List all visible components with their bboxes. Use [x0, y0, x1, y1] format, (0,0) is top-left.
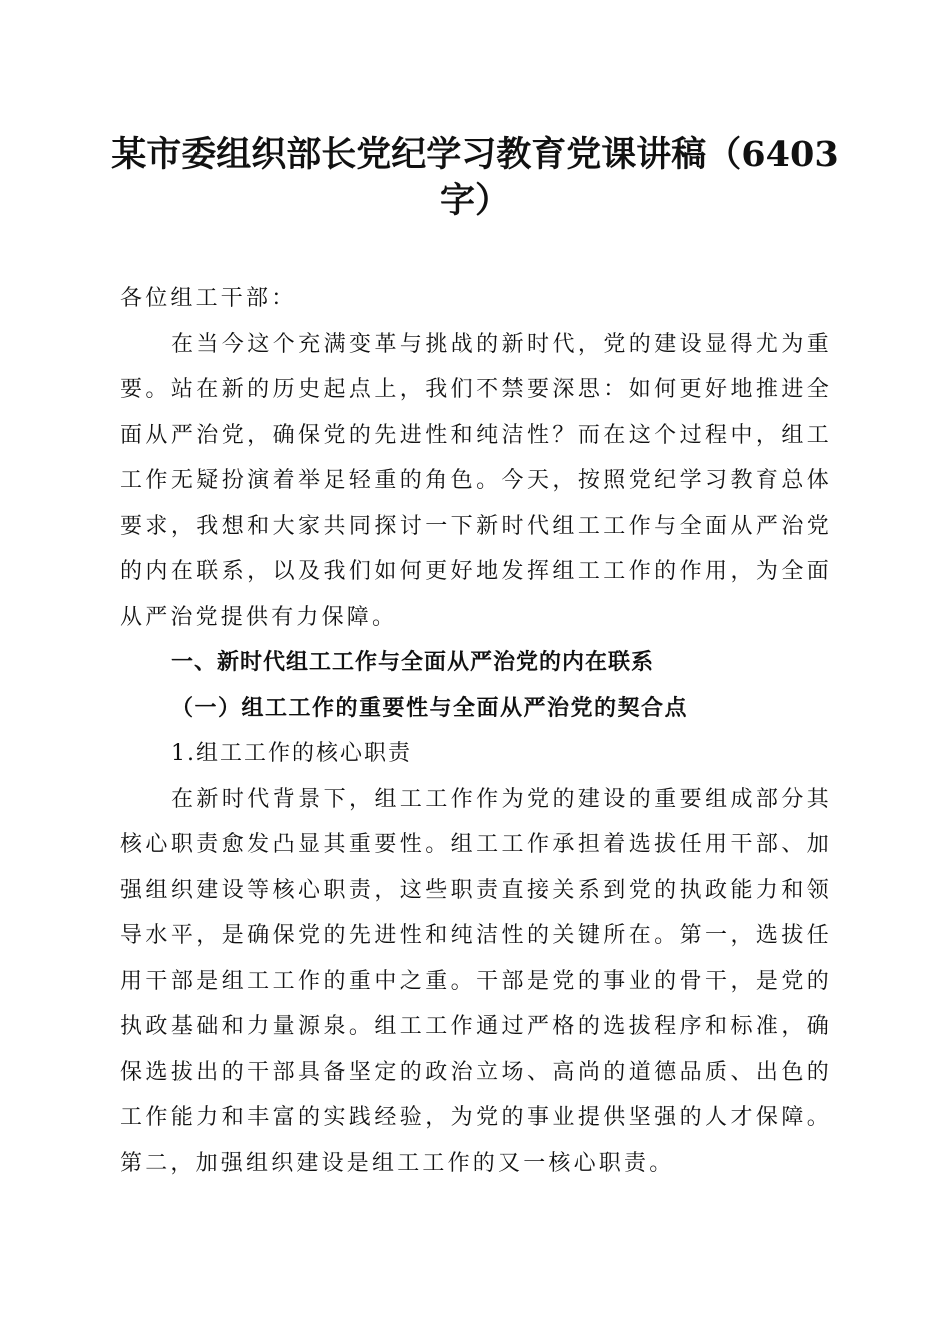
section-heading: 一、新时代组工工作与全面从严治党的内在联系: [171, 650, 655, 675]
document-title: 某市委组织部长党纪学习教育党课讲稿（6403字）: [111, 134, 839, 221]
intro-paragraph: 在当今这个充满变革与挑战的新时代，党的建设显得尤为重要。站在新的历史起点上，我们不禁要深思：如何更好地推进全面从严治党，确保党的先进性和纯洁性？而在这个过程中，组工工作无疑扮演着举足轻重的角色。今天，按照党纪学习教育总体要求，我想和大家共同探讨一下新时代组工工作与全面从严治党的内在联系，以及我们如何更好地发挥组工工作的作用，为全面从严治党提供有力保障。: [120, 331, 832, 630]
item-paragraph: 在新时代背景下，组工工作作为党的建设的重要组成部分其核心职责愈发凸显其重要性。组工工作承担着选拔任用干部、加强组织建设等核心职责，这些职责直接关系到党的执政能力和领导水平，是确保党的先进性和纯洁性的关键所在。第一，选拔任用干部是组工工作的重中之重。干部是党的事业的骨干，是党的执政基础和力量源泉。组工工作通过严格的选拔程序和标准，确保选拔出的干部具备坚定的政治立场、高尚的道德品质、出色的工作能力和丰富的实践经验，为党的事业提供坚强的人才保障。第二，加强组织建设是组工工作的又一核心职责。: [120, 786, 832, 1176]
subsection-heading: （一）组工工作的重要性与全面从严治党的契合点: [171, 694, 689, 721]
salutation: 各位组工干部：: [120, 286, 297, 311]
item-heading: 1.组工工作的核心职责: [171, 741, 412, 766]
document-body: [120, 276, 832, 1186]
